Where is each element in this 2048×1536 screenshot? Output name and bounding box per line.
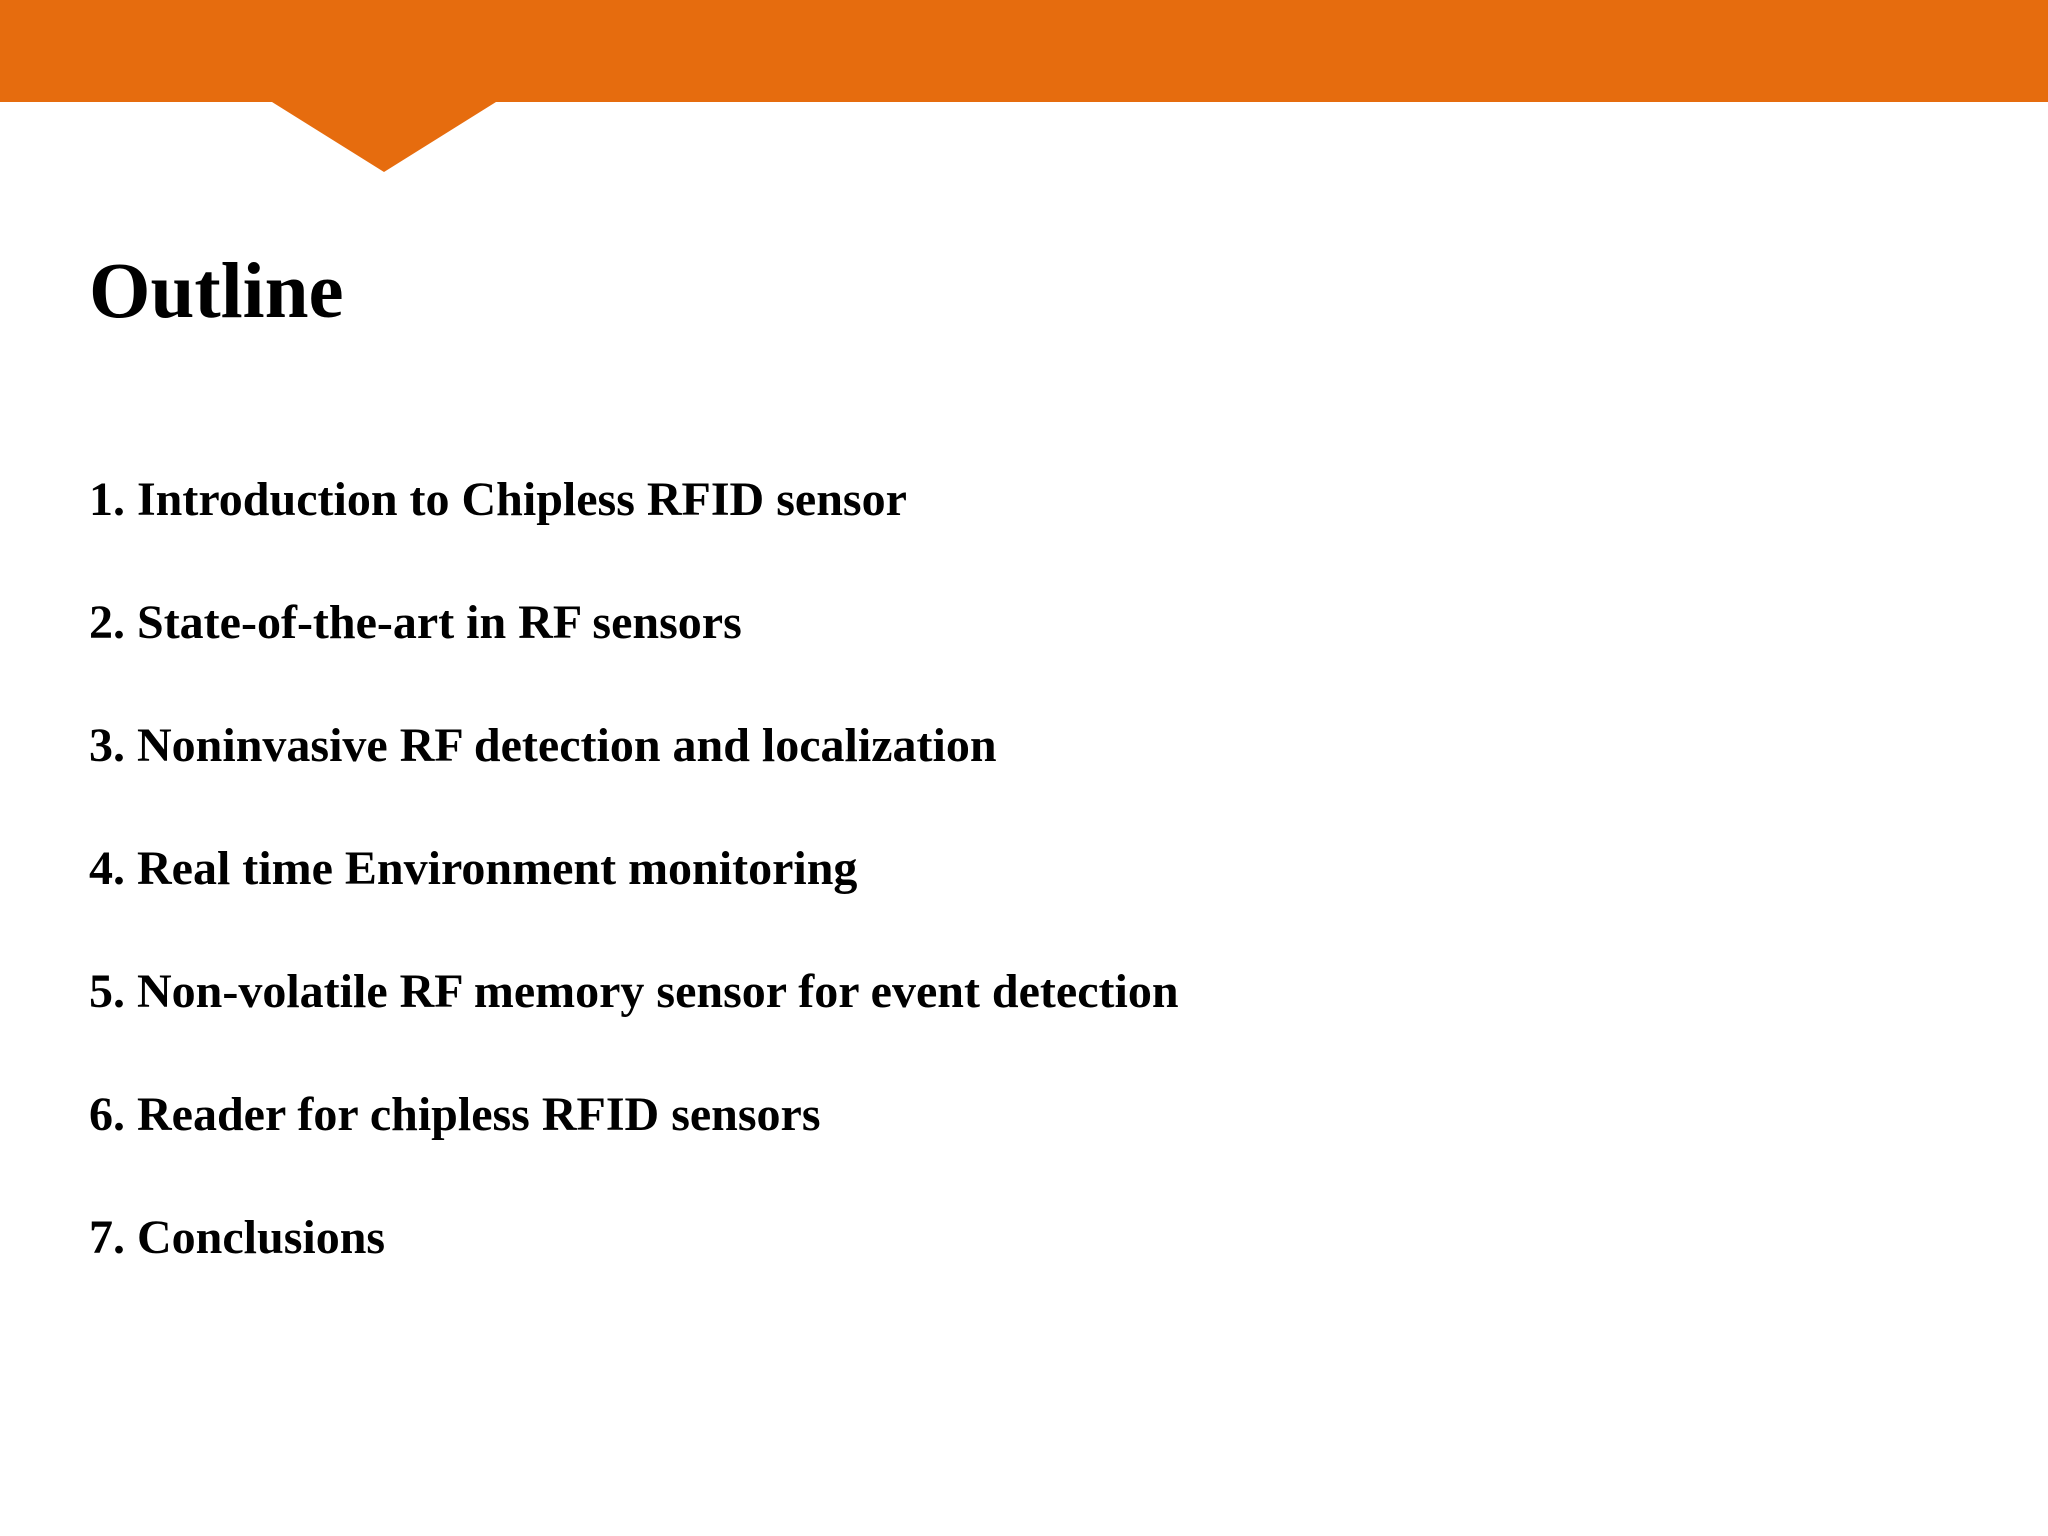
outline-list xyxy=(89,470,1179,1331)
outline-item-2: 2. State-of-the-art in RF sensors xyxy=(89,596,742,649)
header-band xyxy=(0,0,2048,102)
outline-item-5: 5. Non-volatile RF memory sensor for event detection xyxy=(89,965,1179,1018)
outline-item-7: 7. Conclusions xyxy=(89,1211,386,1264)
slide-title: Outline xyxy=(89,248,344,335)
outline-item-6: 6. Reader for chipless RFID sensors xyxy=(89,1088,821,1141)
outline-item-3: 3. Noninvasive RF detection and localization xyxy=(89,719,997,772)
outline-item-4: 4. Real time Environment monitoring xyxy=(89,842,858,895)
header-band-shape xyxy=(0,0,2048,180)
outline-item-1: 1. Introduction to Chipless RFID sensor xyxy=(89,473,907,526)
